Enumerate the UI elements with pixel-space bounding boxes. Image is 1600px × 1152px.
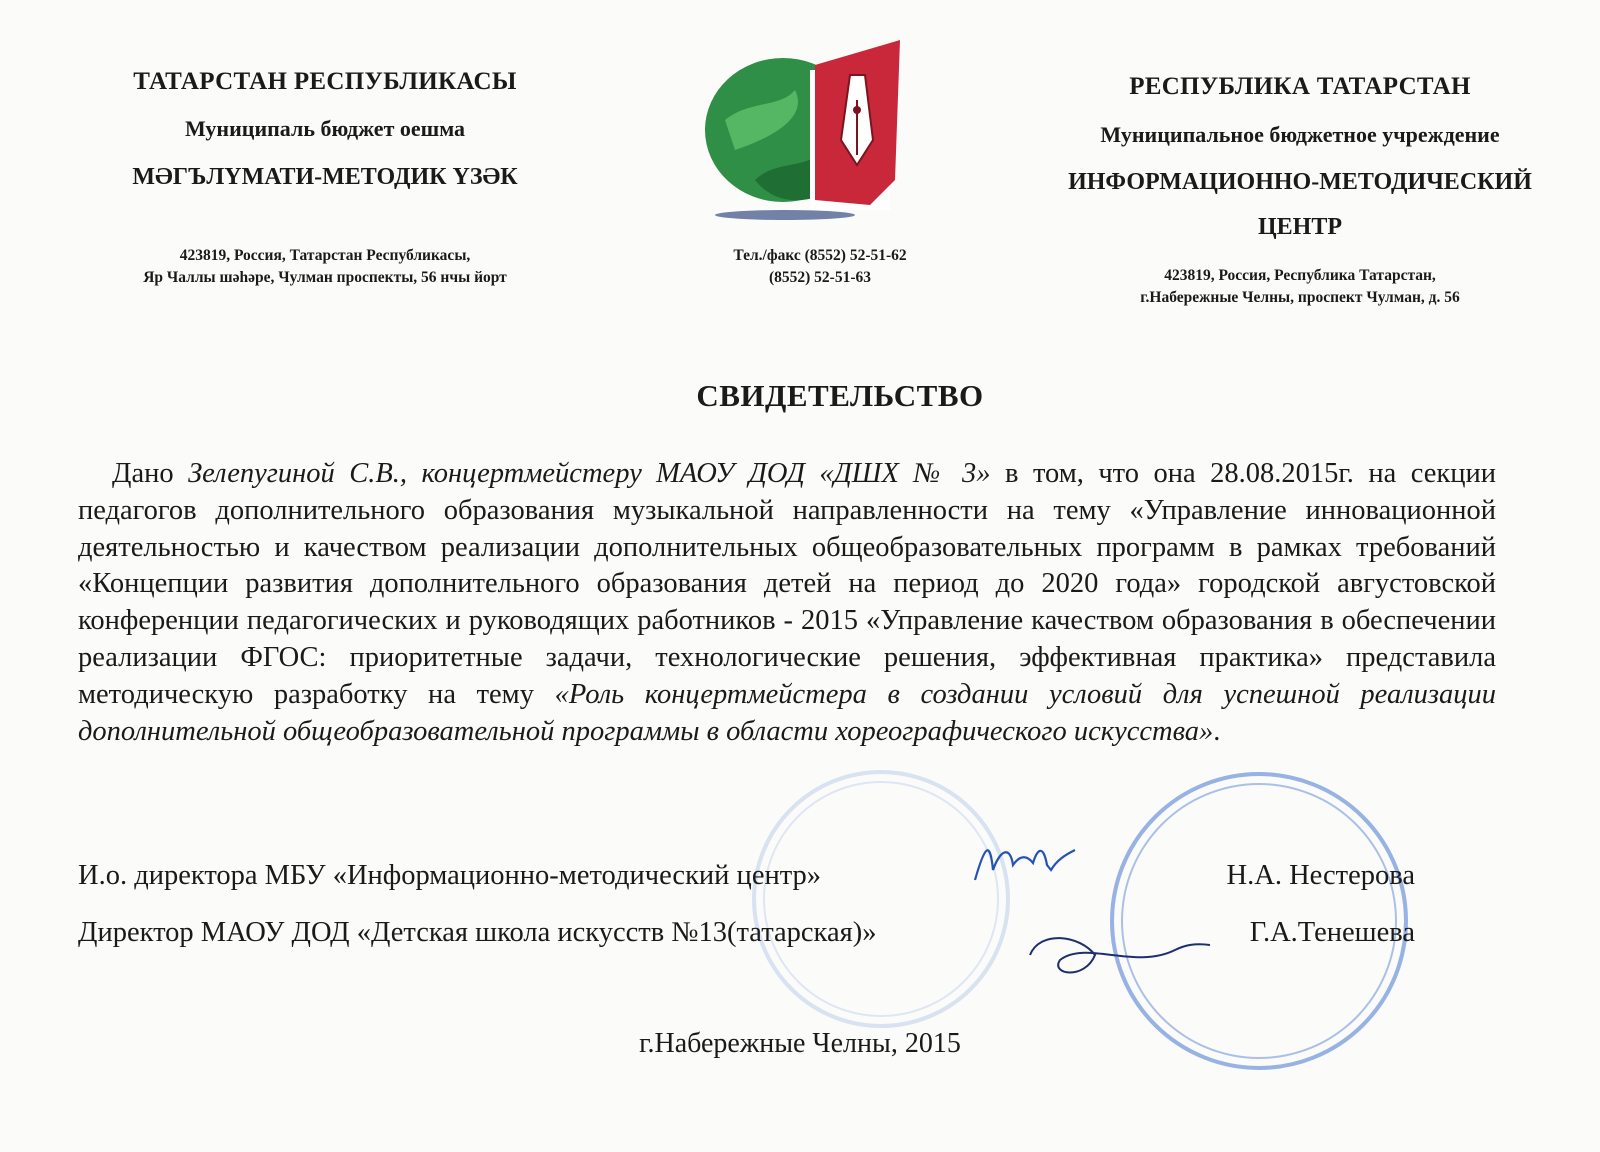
phone-fax-line2: (8552) 52-51-63 (768, 269, 872, 286)
signature-director-1 (965, 825, 1085, 895)
phone-fax-line1: Тел./факс (8552) 52-51-62 (733, 247, 907, 264)
header-right-address-line1: 423819, Россия, Республика Татарстан, (1164, 267, 1436, 284)
stamp-left-faded (752, 770, 1010, 1028)
signature-role-1: И.о. директора МБУ «Информационно-методический центр» (78, 860, 822, 891)
header-left-address-line2: Яр Чаллы шәһәре, Чулман проспекты, 56 нчы йорт (143, 269, 507, 286)
header-left-republic: ТАТАРСТАН РЕСПУБЛИКАСЫ (133, 68, 517, 95)
header-right-address-line2: г.Набережные Челны, проспект Чулман, д. 56 (1140, 289, 1460, 306)
document-title: СВИДЕТЕЛЬСТВО (696, 378, 984, 413)
header-left-address (60, 245, 590, 289)
header-right-org-type: Муниципальное бюджетное учреждение (1100, 122, 1500, 147)
header-left-address-line1: 423819, Россия, Татарстан Республикасы, (179, 247, 471, 264)
document-place-date: г.Набережные Челны, 2015 (639, 1028, 961, 1059)
header-right-org-name: ИНФОРМАЦИОННО-МЕТОДИЧЕСКИЙ (1068, 169, 1532, 195)
signature-name-2: Г.А.Тенешева (1249, 917, 1415, 948)
header-left-org-name: МӘГЪЛҮМАТИ-МЕТОДИК ҮЗӘК (132, 164, 518, 190)
recipient-name: Зелепугиной С.В., концертмейстеру МАОУ ДОД «ДШХ № 3» (188, 458, 991, 489)
work-topic: «Роль концертмейстера в создании условий для успешной реализации дополнительной общеобразовательной программы в области хореографического искусства» (78, 678, 1496, 747)
header-center-contacts (670, 245, 970, 289)
header-right-org-name-2: ЦЕНТР (1257, 214, 1342, 240)
body-paragraph (78, 456, 1496, 750)
center-logo-emblem (695, 30, 925, 220)
body-intro: Дано (112, 458, 189, 489)
logo-base-shadow (715, 210, 855, 220)
body-end: . (1213, 715, 1221, 747)
header-right-address (1030, 265, 1570, 309)
document-body (78, 456, 1496, 750)
header-right-republic: РЕСПУБЛИКА ТАТАРСТАН (1129, 73, 1471, 100)
pen-nib-hole (853, 106, 861, 114)
signature-name-1: Н.А. Нестерова (1226, 860, 1415, 891)
header-left-org-type: Муниципаль бюджет оешма (184, 116, 466, 141)
body-main-text: в том, что она 28.08.2015г. на секции педагогов дополнительного образования музыкальной направленности на тему «Управление инновационной деятельностью и качеством реализации дополнительных общеобразовательных программ в рамках требований «Концепции развития дополнительного образования детей на период до 2020 года» городской августовской конференции педагогических и руководящих работников - 2015 «Управление качеством образования в обеспечении реализации ФГОС: приоритетные задачи, технологические решения, эффективная практика» представила методическую разработку на тему (78, 458, 1497, 710)
signature-role-2: Директор МАОУ ДОД «Детская школа искусств №13(татарская)» (78, 917, 877, 948)
signature-stroke (975, 850, 1075, 880)
